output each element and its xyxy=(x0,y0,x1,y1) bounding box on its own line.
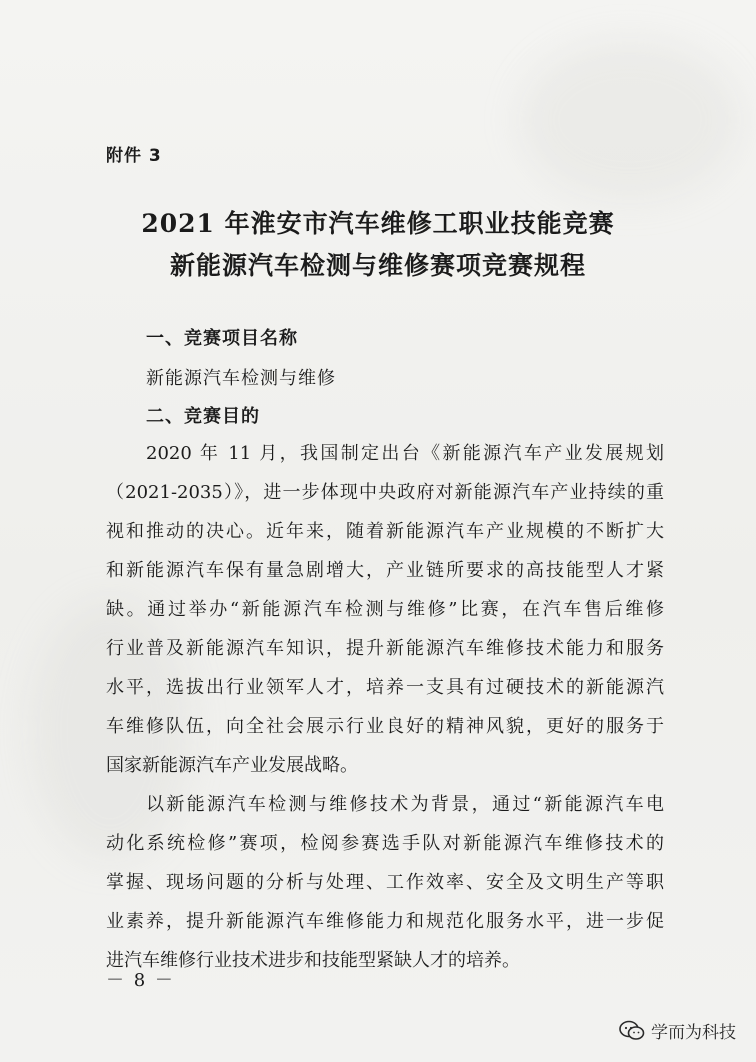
section-1-heading: 一、竞赛项目名称 xyxy=(146,328,298,349)
paragraph-2-line: 掌握、现场问题的分析与处理、工作效率、安全及文明生产等职 xyxy=(106,872,664,893)
paragraph-2-line: 进汽车维修行业技术进步和技能型紧缺人才的培养。 xyxy=(106,950,520,971)
paragraph-1-line: （2021-2035）》，进一步体现中央政府对新能源汽车产业持续的重 xyxy=(106,482,664,503)
watermark xyxy=(619,1018,736,1043)
paragraph-1-line: 车维修队伍，向全社会展示行业良好的精神风貌，更好的服务于 xyxy=(106,716,664,737)
paragraph-1-line: 和新能源汽车保有量急剧增大，产业链所要求的高技能型人才紧 xyxy=(106,560,664,581)
paragraph-2-line: 业素养，提升新能源汽车维修能力和规范化服务水平，进一步促 xyxy=(106,911,664,932)
paragraph-1-line: 水平，选拔出行业领军人才，培养一支具有过硬技术的新能源汽 xyxy=(106,677,664,698)
watermark-text: 学而为科技 xyxy=(651,1023,736,1043)
paragraph-1-line: 行业普及新能源汽车知识，提升新能源汽车维修技术能力和服务 xyxy=(106,638,664,659)
page-number: － 8 － xyxy=(106,970,175,991)
paragraph-1-line: 国家新能源汽车产业发展战略。 xyxy=(106,755,358,776)
section-1-text: 新能源汽车检测与维修 xyxy=(146,368,336,389)
paper-shade xyxy=(520,40,740,200)
attachment-label: 附件 3 xyxy=(106,146,162,166)
paragraph-1-line: 2020 年 11 月，我国制定出台《新能源汽车产业发展规划 xyxy=(146,443,664,464)
paragraph-2-line: 以新能源汽车检测与维修技术为背景，通过“新能源汽车电 xyxy=(146,794,664,815)
document-title-line-2: 新能源汽车检测与维修赛项竞赛规程 xyxy=(169,251,586,280)
paragraph-1-line: 视和推动的决心。近年来，随着新能源汽车产业规模的不断扩大 xyxy=(106,521,664,542)
section-2-heading: 二、竞赛目的 xyxy=(146,406,260,427)
paragraph-1-line: 缺。通过举办“新能源汽车检测与维修”比赛，在汽车售后维修 xyxy=(106,599,664,620)
wechat-icon xyxy=(619,1020,645,1042)
document-title-line-1: 2021 年淮安市汽车维修工职业技能竞赛 xyxy=(141,209,615,238)
paragraph-2-line: 动化系统检修”赛项，检阅参赛选手队对新能源汽车维修技术的 xyxy=(106,833,664,854)
